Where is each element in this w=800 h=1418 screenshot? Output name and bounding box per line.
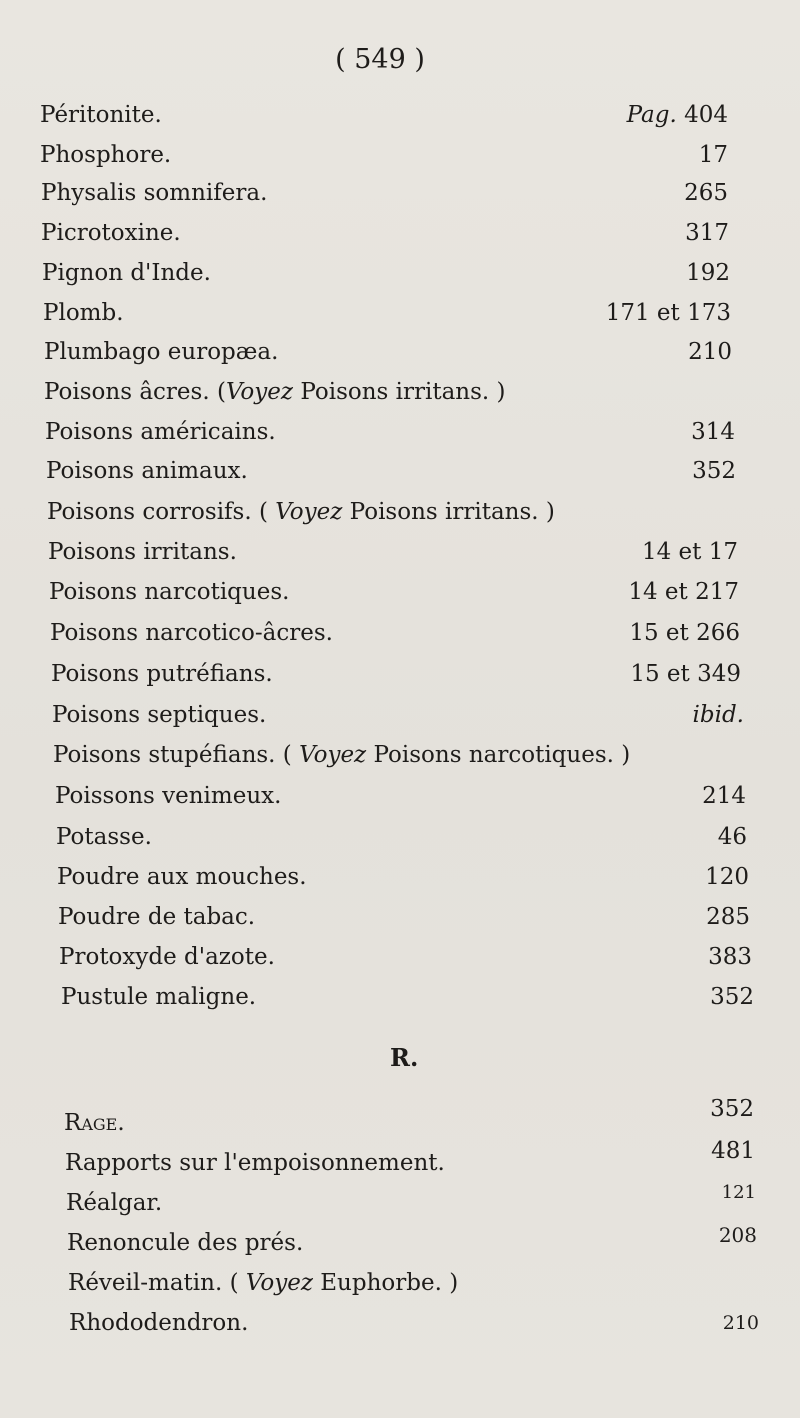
entry-name: Poisons narcotico-âcres.: [50, 620, 333, 646]
entry-page: 481: [711, 1138, 755, 1164]
entry-name: Poisons américains.: [45, 419, 276, 445]
see-also-word: Voyez: [275, 499, 343, 525]
entry-name: Poisons narcotiques.: [49, 579, 290, 605]
index-entry: Poisons âcres. (Voyez Poisons irritans. ): [44, 379, 506, 405]
entry-name: Péritonite.: [40, 102, 162, 128]
entry-name: Rapports sur l'empoisonnement.: [65, 1150, 445, 1176]
index-entry: [49, 573, 739, 611]
index-entry: [66, 1184, 756, 1222]
index-entry: [57, 858, 749, 896]
see-also-word: Voyez: [299, 742, 367, 768]
entry-name: Plomb.: [43, 300, 124, 326]
index-entry: [43, 294, 731, 332]
index-entry: [46, 452, 736, 490]
entry-name: Poudre aux mouches.: [57, 864, 307, 890]
entry-name: Poisons irritans.: [48, 539, 237, 565]
entry-name: Poudre de tabac.: [58, 904, 256, 930]
entry-name: Poisons âcres.: [44, 379, 210, 405]
entry-name: Phosphore.: [40, 142, 172, 168]
entry-page: 317: [685, 220, 729, 246]
entry-page: 383: [708, 944, 752, 970]
index-entry: [41, 174, 728, 212]
index-entry: [45, 413, 735, 451]
entry-page: Pag. 404: [626, 102, 728, 128]
entry-name: Poisons putréfians.: [51, 661, 273, 687]
entry-name: Picrotoxine.: [41, 220, 181, 246]
entry-name: Réveil-matin.: [68, 1270, 223, 1296]
index-entry: [56, 818, 747, 856]
index-entry: Réveil-matin. ( Voyez Euphorbe. ): [68, 1270, 459, 1296]
entry-page: 208: [718, 1223, 757, 1247]
entry-page: 314: [691, 419, 735, 445]
entry-page: ibid.: [692, 702, 744, 728]
entry-page: 17: [698, 142, 728, 168]
see-also-target: Poisons narcotiques. ): [366, 742, 631, 768]
entry-name: Protoxyde d'azote.: [59, 944, 275, 970]
entry-page: 121: [721, 1182, 756, 1203]
index-entry: [41, 214, 729, 252]
entry-name: Poisons septiques.: [52, 702, 267, 728]
entry-page: 14 et 217: [628, 579, 739, 605]
entry-name: Réalgar.: [66, 1190, 163, 1216]
index-entry: [69, 1304, 759, 1342]
entry-page: 14 et 17: [641, 539, 738, 565]
index-entry: [44, 333, 732, 371]
index-entry: Poisons stupéfians. ( Voyez Poisons narcotiques. ): [53, 742, 631, 768]
entry-name: Pustule maligne.: [61, 984, 257, 1010]
index-entry: [40, 136, 728, 174]
entry-page: 352: [710, 984, 754, 1010]
entry-page: 352: [710, 1096, 754, 1122]
index-entry: [67, 1224, 757, 1262]
entry-name: Pignon d'Inde.: [42, 260, 211, 286]
page-number: ( 549 ): [335, 44, 425, 75]
index-entry: [61, 978, 754, 1016]
index-entry: Poisons corrosifs. ( Voyez Poisons irritans. ): [47, 499, 555, 525]
see-also-word: Voyez: [225, 379, 294, 405]
index-entry: [59, 938, 752, 976]
entry-name: Rage.: [64, 1110, 125, 1136]
index-entry: [40, 96, 728, 134]
section-heading: R.: [390, 1043, 419, 1072]
index-entry: [65, 1138, 755, 1182]
index-entry: [50, 614, 740, 652]
entry-name: Plumbago europæa.: [44, 339, 279, 365]
entry-name: Physalis somnifera.: [41, 180, 268, 206]
entry-name: Poisons animaux.: [46, 458, 248, 484]
see-also-target: Poisons irritans. ): [342, 499, 555, 525]
entry-name: Poisons corrosifs.: [47, 499, 252, 525]
index-entry: [48, 533, 738, 571]
entry-name: Potasse.: [56, 824, 152, 850]
pag-prefix: Pag.: [626, 102, 677, 128]
see-also-target: Poisons irritans. ): [293, 379, 506, 405]
index-entry: [52, 696, 744, 734]
entry-page: 352: [692, 458, 736, 484]
entry-page: 265: [684, 180, 728, 206]
entry-page: 171 et 173: [605, 300, 731, 326]
entry-name: Poisons stupéfians.: [53, 742, 276, 768]
entry-page: 210: [722, 1312, 759, 1334]
entry-page: 192: [686, 260, 730, 286]
entry-page: 214: [702, 783, 746, 809]
entry-page: 210: [688, 339, 732, 365]
entry-page: 120: [705, 864, 749, 890]
entry-page: 46: [717, 824, 747, 850]
entry-page: 15 et 349: [630, 661, 741, 687]
entry-name: Poissons venimeux.: [55, 783, 282, 809]
entry-name: Rhododendron.: [69, 1310, 249, 1336]
index-entry: [58, 898, 750, 936]
see-also-word: Voyez: [245, 1270, 313, 1296]
entry-page: 285: [706, 904, 750, 930]
index-entry: [64, 1096, 754, 1142]
entry-name: Renoncule des prés.: [67, 1230, 304, 1256]
index-entry: [42, 254, 730, 292]
see-also-target: Euphorbe. ): [312, 1270, 459, 1296]
index-entry: [55, 777, 746, 815]
entry-page: 15 et 266: [629, 620, 740, 646]
index-entry: [51, 655, 741, 693]
